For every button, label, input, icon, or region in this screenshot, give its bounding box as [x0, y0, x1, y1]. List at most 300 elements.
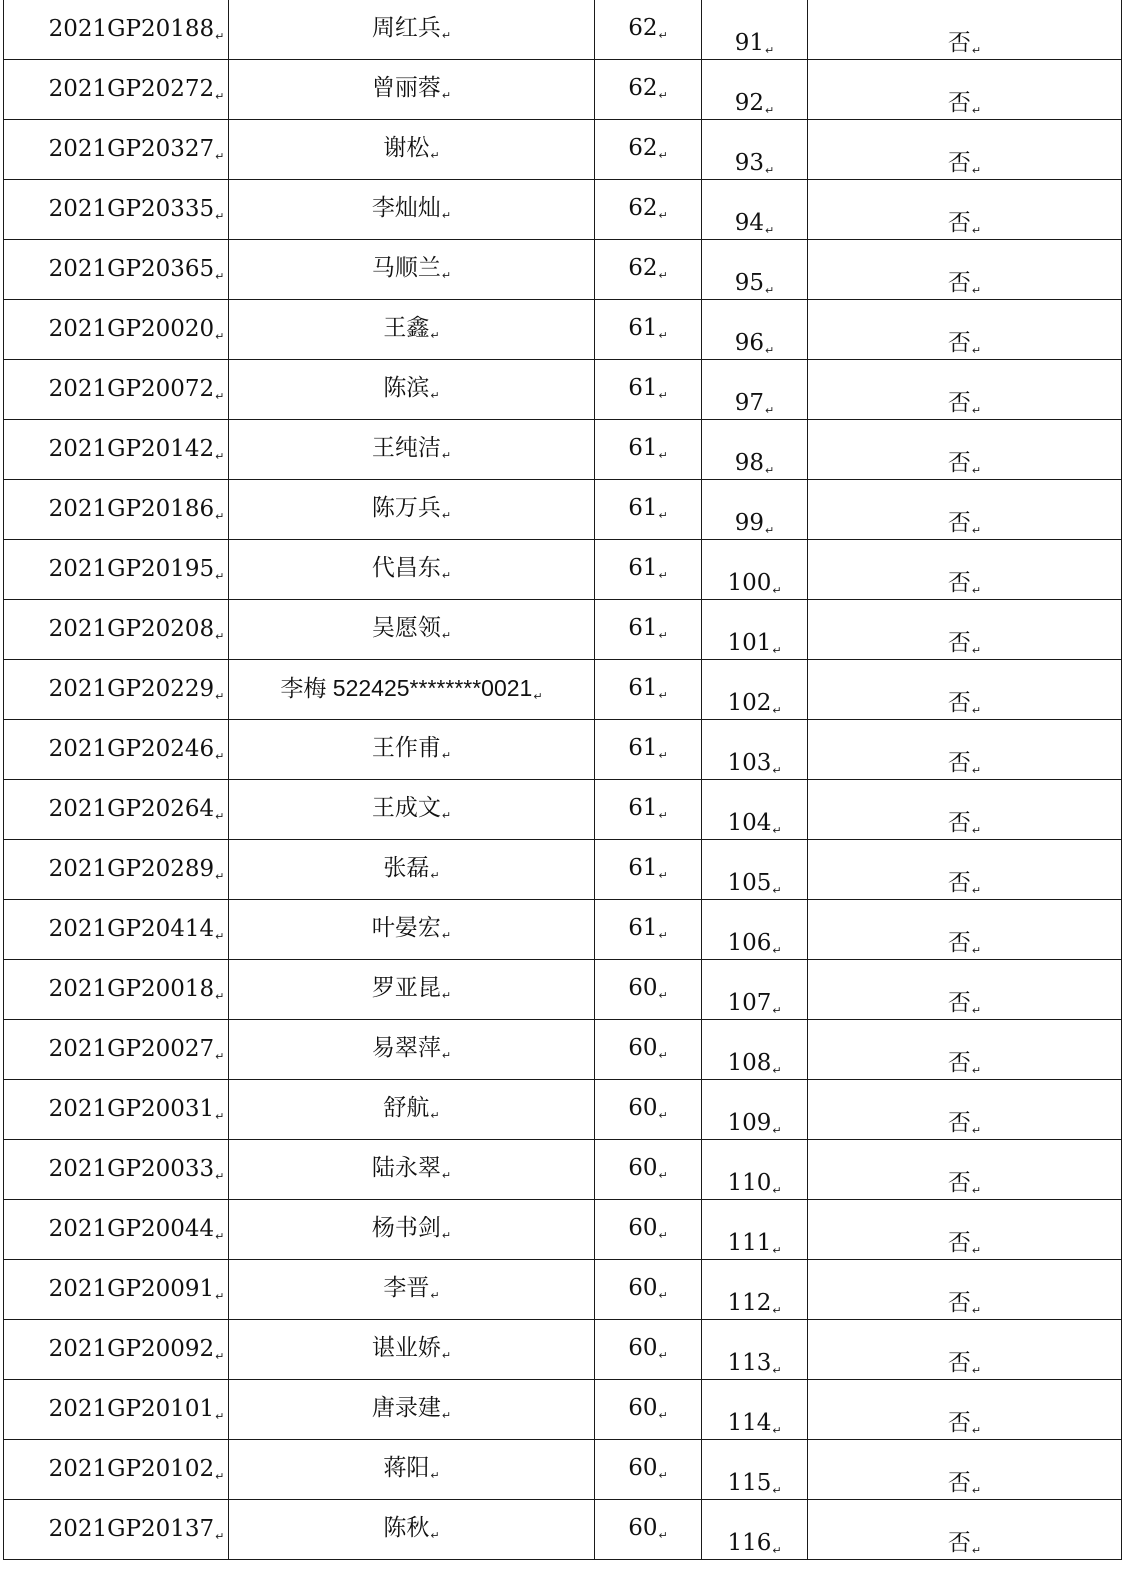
- rank-text: 109: [727, 1110, 772, 1136]
- qualified-flag-cell: [808, 960, 1122, 1020]
- exam-id-text: 2021GP20289: [48, 855, 215, 882]
- exam-id-cell: [4, 960, 229, 1020]
- exam-id-cell: [4, 1140, 229, 1200]
- exam-id-cell: [4, 480, 229, 540]
- exam-id-cell: [4, 600, 229, 660]
- paragraph-mark-icon: ↵: [441, 989, 452, 1002]
- score-cell: [595, 1260, 702, 1320]
- qualified-flag-cell: [808, 840, 1122, 900]
- candidate-name-text: 李灿灿: [371, 195, 441, 221]
- exam-id-cell: [4, 1020, 229, 1080]
- qualified-flag-text: 否: [947, 510, 971, 536]
- exam-id-text: 2021GP20414: [48, 915, 215, 942]
- qualified-flag-cell: [808, 1260, 1122, 1320]
- paragraph-mark-icon: ↵: [971, 284, 982, 297]
- qualified-flag-text: 否: [947, 930, 971, 956]
- paragraph-mark-icon: ↵: [658, 449, 668, 462]
- score-text: 61: [628, 615, 658, 641]
- paragraph-mark-icon: ↵: [441, 809, 452, 822]
- rank-text: 112: [727, 1290, 772, 1316]
- rank-text: 107: [727, 990, 772, 1016]
- rank-text: 110: [727, 1170, 772, 1196]
- exam-id-cell: [4, 1500, 229, 1560]
- qualified-flag-text: 否: [947, 210, 971, 236]
- paragraph-mark-icon: ↵: [971, 1424, 982, 1437]
- candidate-name-text: 蒋阳: [383, 1455, 430, 1481]
- exam-id-cell: [4, 840, 229, 900]
- paragraph-mark-icon: ↵: [971, 524, 982, 537]
- exam-id-cell: [4, 120, 229, 180]
- candidate-name-text: 谢松: [383, 135, 430, 161]
- paragraph-mark-icon: ↵: [765, 104, 775, 117]
- qualified-flag-text: 否: [947, 1110, 971, 1136]
- rank-cell: [702, 240, 808, 300]
- qualified-flag-cell: [808, 420, 1122, 480]
- exam-id-text: 2021GP20092: [48, 1335, 215, 1362]
- paragraph-mark-icon: ↵: [971, 1244, 982, 1257]
- rank-cell: [702, 600, 808, 660]
- score-text: 60: [628, 1395, 658, 1421]
- paragraph-mark-icon: ↵: [658, 1409, 668, 1422]
- qualified-flag-cell: [808, 900, 1122, 960]
- paragraph-mark-icon: ↵: [430, 1469, 440, 1482]
- rank-text: 116: [727, 1530, 772, 1556]
- exam-id-text: 2021GP20186: [48, 495, 215, 522]
- candidate-name-cell: [229, 1200, 595, 1260]
- paragraph-mark-icon: ↵: [658, 1349, 668, 1362]
- paragraph-mark-icon: ↵: [441, 269, 452, 282]
- paragraph-mark-icon: ↵: [971, 1544, 982, 1557]
- qualified-flag-cell: [808, 1020, 1122, 1080]
- score-cell: [595, 180, 702, 240]
- score-text: 60: [628, 1455, 658, 1481]
- rank-text: 114: [727, 1410, 772, 1436]
- exam-id-text: 2021GP20188: [48, 15, 215, 42]
- table-row: [4, 60, 1122, 120]
- paragraph-mark-icon: ↵: [971, 44, 982, 57]
- rank-cell: [702, 720, 808, 780]
- paragraph-mark-icon: ↵: [658, 1289, 668, 1302]
- score-text: 62: [628, 255, 658, 281]
- rank-text: 100: [727, 570, 772, 596]
- paragraph-mark-icon: ↵: [441, 449, 452, 462]
- rank-cell: [702, 1320, 808, 1380]
- paragraph-mark-icon: ↵: [441, 209, 452, 222]
- qualified-flag-text: 否: [947, 1230, 971, 1256]
- rank-cell: [702, 1080, 808, 1140]
- paragraph-mark-icon: ↵: [441, 509, 452, 522]
- paragraph-mark-icon: ↵: [215, 29, 225, 43]
- score-cell: [595, 1320, 702, 1380]
- table-row: [4, 1440, 1122, 1500]
- score-cell: [595, 660, 702, 720]
- results-table: [3, 0, 1122, 1560]
- rank-text: 99: [734, 510, 765, 536]
- table-row: [4, 960, 1122, 1020]
- exam-id-cell: [4, 360, 229, 420]
- score-cell: [595, 420, 702, 480]
- paragraph-mark-icon: ↵: [658, 689, 668, 702]
- score-text: 62: [628, 195, 658, 221]
- score-cell: [595, 1080, 702, 1140]
- paragraph-mark-icon: ↵: [658, 1529, 668, 1542]
- paragraph-mark-icon: ↵: [441, 1409, 452, 1422]
- qualified-flag-text: 否: [947, 330, 971, 356]
- score-text: 61: [628, 495, 658, 521]
- paragraph-mark-icon: ↵: [215, 329, 225, 343]
- paragraph-mark-icon: ↵: [215, 1049, 225, 1063]
- rank-text: 105: [727, 870, 772, 896]
- rank-cell: [702, 840, 808, 900]
- paragraph-mark-icon: ↵: [971, 404, 982, 417]
- score-text: 60: [628, 1035, 658, 1061]
- paragraph-mark-icon: ↵: [658, 1169, 668, 1182]
- candidate-name-text: 曾丽蓉: [371, 75, 441, 101]
- candidate-name-cell: [229, 1380, 595, 1440]
- rank-cell: [702, 1140, 808, 1200]
- qualified-flag-text: 否: [947, 690, 971, 716]
- paragraph-mark-icon: ↵: [215, 569, 225, 583]
- rank-text: 104: [727, 810, 772, 836]
- paragraph-mark-icon: ↵: [971, 644, 982, 657]
- paragraph-mark-icon: ↵: [772, 1364, 782, 1377]
- qualified-flag-cell: [808, 1500, 1122, 1560]
- score-cell: [595, 600, 702, 660]
- results-table-body: [4, 0, 1122, 1560]
- candidate-name-cell: [229, 1080, 595, 1140]
- rank-cell: [702, 960, 808, 1020]
- qualified-flag-cell: [808, 1080, 1122, 1140]
- exam-id-cell: [4, 300, 229, 360]
- qualified-flag-cell: [808, 1140, 1122, 1200]
- exam-id-cell: [4, 540, 229, 600]
- candidate-name-cell: [229, 660, 595, 720]
- rank-cell: [702, 0, 808, 60]
- paragraph-mark-icon: ↵: [971, 1004, 982, 1017]
- exam-id-text: 2021GP20272: [48, 75, 215, 102]
- paragraph-mark-icon: ↵: [971, 884, 982, 897]
- paragraph-mark-icon: ↵: [658, 989, 668, 1002]
- paragraph-mark-icon: ↵: [772, 764, 782, 777]
- paragraph-mark-icon: ↵: [772, 944, 782, 957]
- candidate-name-cell: [229, 420, 595, 480]
- score-text: 62: [628, 15, 658, 41]
- table-row: [4, 480, 1122, 540]
- candidate-name-cell: [229, 60, 595, 120]
- candidate-name-cell: [229, 240, 595, 300]
- rank-text: 91: [734, 30, 765, 56]
- candidate-name-text: 王鑫: [383, 315, 430, 341]
- table-row: [4, 420, 1122, 480]
- paragraph-mark-icon: ↵: [971, 944, 982, 957]
- candidate-name-text: 马顺兰: [371, 255, 441, 281]
- table-row: [4, 0, 1122, 60]
- exam-id-text: 2021GP20091: [48, 1275, 215, 1302]
- paragraph-mark-icon: ↵: [772, 584, 782, 597]
- rank-cell: [702, 360, 808, 420]
- score-cell: [595, 1440, 702, 1500]
- qualified-flag-cell: [808, 180, 1122, 240]
- paragraph-mark-icon: ↵: [658, 269, 668, 282]
- paragraph-mark-icon: ↵: [658, 89, 668, 102]
- paragraph-mark-icon: ↵: [215, 689, 225, 703]
- rank-cell: [702, 300, 808, 360]
- candidate-name-text: 代昌东: [371, 555, 441, 581]
- qualified-flag-cell: [808, 360, 1122, 420]
- paragraph-mark-icon: ↵: [658, 1109, 668, 1122]
- qualified-flag-text: 否: [947, 270, 971, 296]
- paragraph-mark-icon: ↵: [971, 224, 982, 237]
- candidate-name-text: 陈滨: [383, 375, 430, 401]
- table-row: [4, 300, 1122, 360]
- candidate-name-cell: [229, 480, 595, 540]
- exam-id-cell: [4, 900, 229, 960]
- table-row: [4, 1080, 1122, 1140]
- paragraph-mark-icon: ↵: [215, 1169, 225, 1183]
- candidate-name-cell: [229, 840, 595, 900]
- paragraph-mark-icon: ↵: [772, 644, 782, 657]
- candidate-name-cell: [229, 540, 595, 600]
- paragraph-mark-icon: ↵: [765, 224, 775, 237]
- paragraph-mark-icon: ↵: [441, 1229, 452, 1242]
- table-row: [4, 840, 1122, 900]
- qualified-flag-cell: [808, 1200, 1122, 1260]
- rank-cell: [702, 660, 808, 720]
- paragraph-mark-icon: ↵: [971, 164, 982, 177]
- paragraph-mark-icon: ↵: [772, 1484, 782, 1497]
- paragraph-mark-icon: ↵: [215, 869, 225, 883]
- paragraph-mark-icon: ↵: [765, 284, 775, 297]
- rank-text: 111: [727, 1230, 772, 1256]
- qualified-flag-cell: [808, 780, 1122, 840]
- qualified-flag-text: 否: [947, 150, 971, 176]
- qualified-flag-text: 否: [947, 1170, 971, 1196]
- score-cell: [595, 480, 702, 540]
- qualified-flag-cell: [808, 0, 1122, 60]
- qualified-flag-text: 否: [947, 630, 971, 656]
- exam-id-cell: [4, 660, 229, 720]
- paragraph-mark-icon: ↵: [971, 584, 982, 597]
- score-cell: [595, 360, 702, 420]
- exam-id-cell: [4, 420, 229, 480]
- qualified-flag-text: 否: [947, 450, 971, 476]
- candidate-name-text: 李梅 522425********0021: [280, 675, 533, 701]
- paragraph-mark-icon: ↵: [658, 869, 668, 882]
- paragraph-mark-icon: ↵: [215, 749, 225, 763]
- paragraph-mark-icon: ↵: [215, 149, 225, 163]
- paragraph-mark-icon: ↵: [971, 1364, 982, 1377]
- paragraph-mark-icon: ↵: [658, 509, 668, 522]
- table-row: [4, 240, 1122, 300]
- paragraph-mark-icon: ↵: [658, 749, 668, 762]
- paragraph-mark-icon: ↵: [971, 764, 982, 777]
- exam-id-text: 2021GP20246: [48, 735, 215, 762]
- exam-id-text: 2021GP20142: [48, 435, 215, 462]
- paragraph-mark-icon: ↵: [430, 329, 440, 342]
- candidate-name-text: 王成文: [371, 795, 441, 821]
- table-row: [4, 720, 1122, 780]
- exam-id-text: 2021GP20102: [48, 1455, 215, 1482]
- exam-id-cell: [4, 1440, 229, 1500]
- rank-cell: [702, 120, 808, 180]
- table-row: [4, 780, 1122, 840]
- score-text: 61: [628, 435, 658, 461]
- exam-id-cell: [4, 180, 229, 240]
- paragraph-mark-icon: ↵: [215, 209, 225, 223]
- paragraph-mark-icon: ↵: [215, 449, 225, 463]
- score-text: 61: [628, 375, 658, 401]
- paragraph-mark-icon: ↵: [441, 569, 452, 582]
- qualified-flag-cell: [808, 60, 1122, 120]
- paragraph-mark-icon: ↵: [772, 1304, 782, 1317]
- score-text: 60: [628, 975, 658, 1001]
- score-cell: [595, 840, 702, 900]
- score-cell: [595, 780, 702, 840]
- qualified-flag-text: 否: [947, 30, 971, 56]
- paragraph-mark-icon: ↵: [215, 509, 225, 523]
- score-cell: [595, 300, 702, 360]
- paragraph-mark-icon: ↵: [772, 1244, 782, 1257]
- paragraph-mark-icon: ↵: [215, 89, 225, 103]
- exam-id-text: 2021GP20020: [48, 315, 215, 342]
- paragraph-mark-icon: ↵: [971, 464, 982, 477]
- paragraph-mark-icon: ↵: [441, 629, 452, 642]
- qualified-flag-text: 否: [947, 990, 971, 1016]
- candidate-name-cell: [229, 1140, 595, 1200]
- candidate-name-cell: [229, 1020, 595, 1080]
- exam-id-text: 2021GP20208: [48, 615, 215, 642]
- table-row: [4, 600, 1122, 660]
- rank-text: 93: [734, 150, 765, 176]
- candidate-name-text: 王纯洁: [371, 435, 441, 461]
- candidate-name-text: 舒航: [383, 1095, 430, 1121]
- exam-id-cell: [4, 1260, 229, 1320]
- candidate-name-text: 李晋: [383, 1275, 430, 1301]
- paragraph-mark-icon: ↵: [215, 269, 225, 283]
- paragraph-mark-icon: ↵: [215, 1469, 225, 1483]
- score-text: 61: [628, 555, 658, 581]
- paragraph-mark-icon: ↵: [765, 404, 775, 417]
- paragraph-mark-icon: ↵: [533, 690, 543, 703]
- rank-cell: [702, 180, 808, 240]
- exam-id-cell: [4, 60, 229, 120]
- candidate-name-text: 张磊: [383, 855, 430, 881]
- paragraph-mark-icon: ↵: [441, 1169, 452, 1182]
- qualified-flag-cell: [808, 660, 1122, 720]
- paragraph-mark-icon: ↵: [215, 1109, 225, 1123]
- exam-id-text: 2021GP20101: [48, 1395, 215, 1422]
- paragraph-mark-icon: ↵: [658, 809, 668, 822]
- rank-cell: [702, 1020, 808, 1080]
- paragraph-mark-icon: ↵: [971, 104, 982, 117]
- candidate-name-cell: [229, 360, 595, 420]
- table-row: [4, 1320, 1122, 1380]
- paragraph-mark-icon: ↵: [441, 929, 452, 942]
- score-text: 61: [628, 675, 658, 701]
- qualified-flag-text: 否: [947, 570, 971, 596]
- table-row: [4, 660, 1122, 720]
- candidate-name-text: 易翠萍: [371, 1035, 441, 1061]
- paragraph-mark-icon: ↵: [971, 1304, 982, 1317]
- qualified-flag-text: 否: [947, 90, 971, 116]
- paragraph-mark-icon: ↵: [441, 89, 452, 102]
- paragraph-mark-icon: ↵: [658, 149, 668, 162]
- qualified-flag-text: 否: [947, 1050, 971, 1076]
- paragraph-mark-icon: ↵: [430, 869, 440, 882]
- candidate-name-cell: [229, 120, 595, 180]
- score-text: 62: [628, 135, 658, 161]
- paragraph-mark-icon: ↵: [215, 1289, 225, 1303]
- qualified-flag-cell: [808, 1320, 1122, 1380]
- paragraph-mark-icon: ↵: [971, 824, 982, 837]
- candidate-name-cell: [229, 780, 595, 840]
- paragraph-mark-icon: ↵: [971, 1184, 982, 1197]
- paragraph-mark-icon: ↵: [772, 1424, 782, 1437]
- paragraph-mark-icon: ↵: [765, 164, 775, 177]
- paragraph-mark-icon: ↵: [215, 989, 225, 1003]
- exam-id-text: 2021GP20229: [48, 675, 215, 702]
- rank-cell: [702, 1200, 808, 1260]
- paragraph-mark-icon: ↵: [441, 1349, 452, 1362]
- paragraph-mark-icon: ↵: [765, 524, 775, 537]
- qualified-flag-cell: [808, 300, 1122, 360]
- score-cell: [595, 1140, 702, 1200]
- rank-cell: [702, 1500, 808, 1560]
- exam-id-text: 2021GP20327: [48, 135, 215, 162]
- candidate-name-text: 吴愿领: [371, 615, 441, 641]
- qualified-flag-text: 否: [947, 1290, 971, 1316]
- rank-text: 96: [734, 330, 765, 356]
- paragraph-mark-icon: ↵: [430, 1289, 440, 1302]
- paragraph-mark-icon: ↵: [658, 209, 668, 222]
- score-text: 61: [628, 855, 658, 881]
- rank-text: 101: [727, 630, 772, 656]
- qualified-flag-text: 否: [947, 1470, 971, 1496]
- paragraph-mark-icon: ↵: [772, 1004, 782, 1017]
- score-text: 60: [628, 1215, 658, 1241]
- score-text: 61: [628, 915, 658, 941]
- paragraph-mark-icon: ↵: [772, 1064, 782, 1077]
- candidate-name-cell: [229, 1440, 595, 1500]
- qualified-flag-cell: [808, 540, 1122, 600]
- paragraph-mark-icon: ↵: [971, 1484, 982, 1497]
- score-text: 61: [628, 315, 658, 341]
- candidate-name-text: 王作甫: [371, 735, 441, 761]
- candidate-name-cell: [229, 600, 595, 660]
- qualified-flag-cell: [808, 480, 1122, 540]
- paragraph-mark-icon: ↵: [441, 749, 452, 762]
- candidate-name-text: 陈秋: [383, 1515, 430, 1541]
- rank-text: 115: [727, 1470, 772, 1496]
- score-cell: [595, 1200, 702, 1260]
- table-row: [4, 1500, 1122, 1560]
- score-cell: [595, 900, 702, 960]
- paragraph-mark-icon: ↵: [772, 704, 782, 717]
- paragraph-mark-icon: ↵: [215, 929, 225, 943]
- exam-id-text: 2021GP20195: [48, 555, 215, 582]
- exam-id-text: 2021GP20072: [48, 375, 215, 402]
- exam-id-text: 2021GP20137: [48, 1515, 215, 1542]
- exam-id-text: 2021GP20335: [48, 195, 215, 222]
- qualified-flag-cell: [808, 600, 1122, 660]
- qualified-flag-cell: [808, 120, 1122, 180]
- paragraph-mark-icon: ↵: [765, 344, 775, 357]
- paragraph-mark-icon: ↵: [658, 569, 668, 582]
- exam-id-cell: [4, 1380, 229, 1440]
- exam-id-text: 2021GP20264: [48, 795, 215, 822]
- exam-id-text: 2021GP20365: [48, 255, 215, 282]
- candidate-name-cell: [229, 1320, 595, 1380]
